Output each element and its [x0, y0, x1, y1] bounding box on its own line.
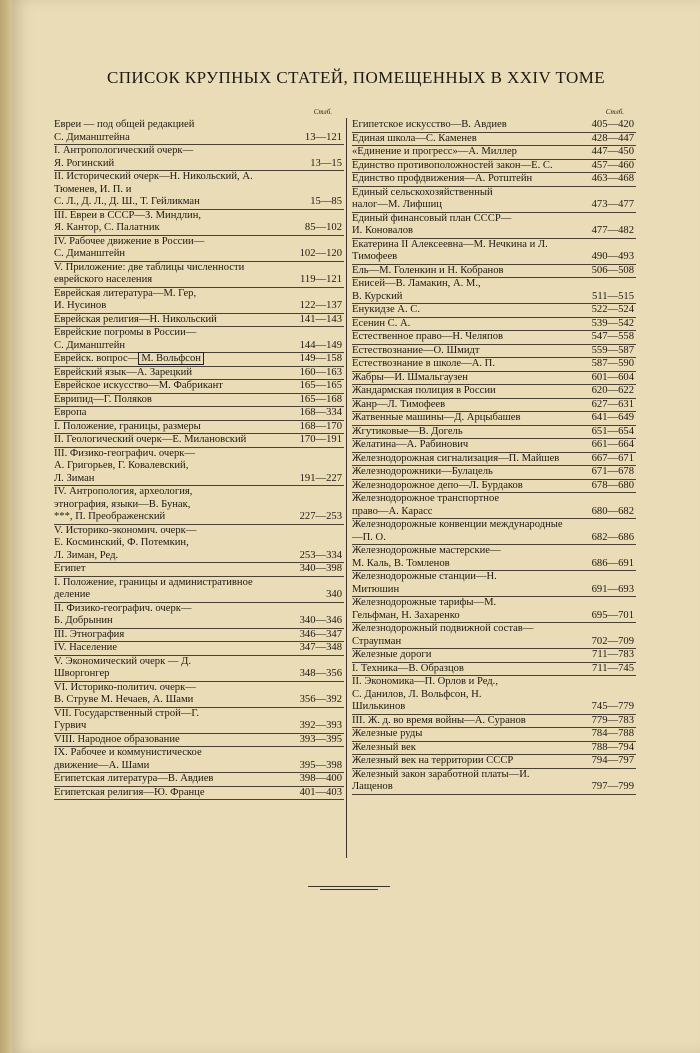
entry-title: Единство профдвижения—А. Ротштейн	[352, 173, 533, 184]
entry-columns: 401—403	[299, 786, 342, 798]
list-item	[352, 439, 636, 453]
entry-title: Египет	[54, 563, 86, 574]
entry-title: II. Исторический очерк—Н. Никольский, А. Тюменев, И. П. и С. Л., Д. Л., Д. Ш., Т. Гейликман	[54, 171, 253, 207]
list-item	[54, 642, 344, 656]
list-item	[352, 133, 636, 147]
entry-title: I. Положение, границы, размеры	[54, 420, 201, 432]
entry-title: Естественное право—Н. Челяпов	[352, 331, 504, 342]
entry-columns: 477—482	[591, 225, 634, 236]
entry-title: Еврейские погромы в России— С. Диманштейн	[54, 327, 197, 351]
entry-columns: 346—347	[299, 628, 342, 640]
list-item	[352, 466, 636, 480]
list-item	[54, 394, 344, 408]
list-item	[54, 434, 344, 448]
entry-columns: 13—121	[304, 131, 342, 143]
entry-title: IX. Рабочее и коммунистическое движение—А. Шами	[54, 747, 202, 771]
entry-title: Египетская религия—Ю. Франце	[54, 786, 205, 798]
list-item	[54, 262, 344, 288]
entry-title: Железный век на территории СССР	[352, 755, 514, 766]
right-column	[352, 107, 636, 795]
entry-title: Железнодорожники—Булацель	[352, 466, 493, 477]
entry-columns: 620—622	[591, 385, 634, 396]
entry-columns: 356—392	[299, 694, 342, 705]
entry-columns: 85—102	[304, 222, 342, 233]
page-title: СПИСОК КРУПНЫХ СТАТЕЙ, ПОМЕЩЕННЫХ В XXIV ТОМЕ	[106, 68, 606, 87]
entry-title: Железнодорожное транспортное право—А. Карасс	[352, 493, 500, 517]
list-item	[54, 367, 344, 381]
entry-columns: 15—85	[310, 196, 342, 207]
entry-columns: 191—227	[299, 472, 342, 484]
list-item	[352, 146, 636, 160]
entry-columns: 788—794	[591, 741, 634, 753]
entry-title: Единый финансовый план СССР— И. Коновалов	[352, 212, 512, 236]
entry-columns: 711—745	[592, 662, 634, 674]
entry-columns: 398—400	[299, 773, 342, 784]
entry-title: Египетская литература—В. Авдиев	[54, 773, 214, 784]
entry-title: Европа	[54, 407, 87, 418]
list-item	[54, 486, 344, 525]
entry-columns: 522—524	[591, 304, 634, 315]
entry-columns: 797—799	[591, 781, 634, 792]
list-item	[54, 603, 344, 629]
entry-columns: 227—253	[299, 511, 342, 522]
entry-title: III. Этнография	[54, 628, 125, 640]
entry-columns: 587—590	[591, 358, 634, 369]
entry-title: Енукидзе А. С.	[352, 304, 420, 315]
list-item	[54, 119, 344, 145]
list-item	[352, 663, 636, 677]
list-item	[352, 519, 636, 545]
entry-title: VII. Государственный строй—Г. Гурвич	[54, 707, 199, 731]
entry-columns: 779—783	[591, 714, 634, 726]
entry-title: Еврейское искусство—М. Фабрикант	[54, 380, 223, 391]
entry-title: I. Техника—В. Образцов	[352, 662, 464, 674]
entry-title: Единство противоположностей закон—Е. С.	[352, 159, 553, 171]
list-item	[352, 304, 636, 318]
list-item	[54, 171, 344, 210]
entry-title: Египетское искусство—В. Авдиев	[352, 119, 507, 130]
column-header: Стлб.	[605, 108, 624, 116]
entry-title: Еврейская литература—М. Гер, И. Нусинов	[54, 287, 197, 311]
list-item	[352, 742, 636, 756]
entry-columns: 691—693	[591, 583, 634, 595]
closing-rule	[308, 886, 390, 887]
entry-columns: 695—701	[591, 609, 634, 621]
entry-title: Жандармская полиция в России	[352, 385, 496, 396]
list-item	[352, 571, 636, 597]
entry-columns: 340—398	[299, 563, 342, 574]
list-item	[352, 493, 636, 519]
entry-columns: 667—671	[591, 452, 634, 464]
entry-columns: 539—542	[591, 317, 634, 329]
entry-columns: 340	[326, 589, 342, 600]
entry-title: I. Положение, границы и административное деление	[54, 576, 253, 600]
entry-columns: 340—346	[299, 615, 342, 626]
list-item	[352, 480, 636, 494]
entry-columns: 627—631	[591, 398, 634, 410]
entry-title: Железный век	[352, 741, 416, 753]
entry-columns: 405—420	[591, 119, 634, 130]
entry-title: Железнодорожное депо—Л. Бурдаков	[352, 479, 523, 491]
list-item	[54, 314, 344, 328]
left-entry-list	[54, 119, 344, 800]
list-item	[352, 187, 636, 213]
entry-title: I. Антропологический очерк— Я. Рогинский	[54, 145, 194, 169]
entry-title: Еврейский язык—А. Зарецкий	[54, 366, 193, 378]
entry-columns: 641—649	[591, 412, 634, 423]
list-item	[352, 358, 636, 372]
entry-title: Естествознание—О. Шмидт	[352, 344, 480, 356]
entry-title: VI. Историко-политич. очерк— В. Струве М. Нечаев, А. Шами	[54, 681, 196, 705]
entry-columns: 686—691	[591, 557, 634, 569]
list-item	[352, 213, 636, 239]
entry-title: Жанр—Л. Тимофеев	[352, 398, 446, 410]
column-header: Стлб.	[313, 108, 332, 116]
entry-title: Железнодорожная сигнализация—П. Майшев	[352, 452, 560, 464]
entry-title: Желатина—А. Рабинович	[352, 439, 469, 450]
entry-columns: 170—191	[299, 434, 342, 445]
right-entry-list	[352, 119, 636, 795]
entry-title: V. Историко-экономич. очерк— Е. Косминский, Ф. Потемкин, Л. Зиман, Ред.	[54, 524, 197, 561]
entry-columns: 473—477	[591, 199, 634, 210]
entry-columns: 490—493	[591, 251, 634, 262]
entry-title: II. Геологический очерк—Е. Милановский	[54, 434, 247, 445]
list-item	[54, 407, 344, 421]
list-item	[352, 623, 636, 649]
list-item	[352, 345, 636, 359]
list-item	[54, 353, 344, 367]
list-item	[352, 728, 636, 742]
entry-columns: 393—395	[299, 733, 342, 745]
entry-title: III. Физико-географич. очерк— А. Григорьев, Г. Ковалевский, Л. Зиман	[54, 447, 196, 484]
list-item	[352, 265, 636, 279]
entry-columns: 347—348	[299, 642, 342, 653]
entry-columns: 144—149	[299, 339, 342, 351]
list-item	[54, 145, 344, 171]
entry-columns: 165—165	[299, 380, 342, 391]
entry-title: II. Физико-географич. очерк— Б. Добрынин	[54, 602, 192, 626]
list-item	[54, 734, 344, 748]
entry-title: III. Ж. д. во время войны—А. Суранов	[352, 714, 526, 726]
entry-columns: 745—779	[591, 701, 634, 712]
entry-columns: 160—163	[299, 366, 342, 378]
list-item	[352, 318, 636, 332]
entry-columns: 601—604	[591, 371, 634, 383]
entry-columns: 671—678	[591, 466, 634, 477]
entry-columns: 711—783	[592, 649, 634, 660]
list-item	[54, 577, 344, 603]
list-item	[54, 629, 344, 643]
entry-columns: 392—393	[299, 720, 342, 731]
list-item	[352, 239, 636, 265]
entry-title: II. Экономика—П. Орлов и Ред., С. Данилов, Л. Вольфсон, Н. Шилькинов	[352, 676, 498, 712]
list-item	[352, 715, 636, 729]
list-item	[54, 448, 344, 487]
entry-title: Енисей—В. Ламакин, А. М., В. Курский	[352, 278, 481, 302]
list-item	[352, 173, 636, 187]
entry-columns: 511—515	[592, 290, 634, 302]
entry-columns: 506—508	[591, 264, 634, 276]
list-item	[352, 755, 636, 769]
entry-title: VIII. Народное образование	[54, 733, 180, 745]
entry-columns: 651—654	[591, 425, 634, 437]
page-binding-edge	[0, 0, 12, 1053]
entry-title: Единый сельскохозяйственный налог—М. Лифшиц	[352, 186, 493, 210]
list-item	[352, 331, 636, 345]
list-item	[54, 421, 344, 435]
list-item	[352, 119, 636, 133]
entry-title: «Единение и прогресс»—А. Миллер	[352, 146, 517, 157]
entry-columns: 678—680	[591, 479, 634, 491]
entry-title: IV. Антропология, археология, этнография, языки—В. Бунак, ***, П. Преображенский	[54, 486, 193, 522]
list-item	[54, 682, 344, 708]
list-item	[54, 288, 344, 314]
entry-title: Железнодорожные мастерские— М. Каль, В. Томленов	[352, 545, 501, 569]
entry-title: Железнодорожные станции—Н. Митюшин	[352, 571, 497, 595]
entry-title: Жгутиковые—В. Догель	[352, 425, 463, 437]
entry-columns: 682—686	[591, 531, 634, 543]
entry-title: Еврейская религия—Н. Никольский	[54, 313, 217, 325]
list-item	[54, 380, 344, 394]
list-item	[352, 769, 636, 795]
entry-title: Жабры—И. Шмальгаузен	[352, 371, 468, 383]
entry-columns: 348—356	[299, 668, 342, 679]
entry-columns: 119—121	[300, 274, 342, 285]
entry-columns: 457—460	[591, 159, 634, 171]
entry-columns: 794—797	[591, 755, 634, 766]
list-item	[54, 236, 344, 262]
list-item	[54, 525, 344, 564]
entry-columns: 149—158	[299, 353, 342, 364]
list-item	[352, 649, 636, 663]
list-item	[352, 399, 636, 413]
entry-title: IV. Население	[54, 642, 118, 653]
entry-title: III. Евреи в СССР—З. Миндлин, Я. Кантор, С. Палатник	[54, 209, 202, 233]
list-item	[352, 412, 636, 426]
list-item	[352, 160, 636, 174]
entry-title: Железнодорожные тарифы—М. Гельфман, Н. Захаренко	[352, 597, 497, 621]
entry-columns: 253—334	[299, 549, 342, 561]
list-item	[54, 708, 344, 734]
entry-title: Железнодорожный подвижной состав—Страупман	[352, 623, 534, 647]
entry-title: Евреи — под общей редакцией С. Диманштейна	[54, 119, 195, 143]
list-item	[352, 385, 636, 399]
list-item	[54, 787, 344, 801]
list-item	[352, 426, 636, 440]
entry-title: Жатвенные машины—Д. Арцыбашев	[352, 412, 521, 423]
list-item	[352, 676, 636, 715]
entry-title: Екатерина II Алексеевна—М. Нечкина и Л. Тимофеев	[352, 238, 548, 262]
left-column	[54, 107, 344, 800]
entry-title: Естествознание в школе—А. П.	[352, 358, 495, 369]
entry-columns: 447—450	[591, 146, 634, 157]
entry-columns: 547—558	[591, 331, 634, 342]
list-item	[352, 278, 636, 304]
entry-columns: 463—468	[591, 173, 634, 184]
entry-title: Железный закон заработной платы—И. Лащенов	[352, 768, 530, 792]
entry-title: Железные руды	[352, 728, 423, 739]
closing-rule-short	[320, 889, 378, 890]
entry-columns: 680—682	[591, 505, 634, 517]
entry-title: Еврейск. вопрос— М. Вольфсон	[54, 353, 278, 366]
column-divider	[346, 118, 347, 858]
entry-columns: 168—334	[299, 407, 342, 418]
list-item	[352, 545, 636, 571]
entry-title: V. Экономический очерк — Д. Шворгонгер	[54, 655, 192, 679]
entry-title: Еврипид—Г. Поляков	[54, 393, 152, 405]
list-item	[352, 453, 636, 467]
list-item	[54, 327, 344, 353]
entry-title: Ель—М. Голенкин и Н. Кобранов	[352, 264, 504, 276]
list-item	[54, 656, 344, 682]
list-item	[54, 210, 344, 236]
entry-columns: 102—120	[299, 248, 342, 259]
entry-columns: 168—170	[299, 420, 342, 432]
entry-columns: 395—398	[299, 759, 342, 771]
list-item	[352, 372, 636, 386]
entry-columns: 428—447	[591, 132, 634, 144]
entry-title: Железные дороги	[352, 649, 432, 660]
list-item	[54, 773, 344, 787]
list-item	[352, 597, 636, 623]
entry-columns: 702—709	[591, 635, 634, 647]
entry-columns: 122—137	[299, 300, 342, 311]
entry-title: V. Приложение: две таблицы численности еврейского населения	[54, 261, 245, 285]
entry-columns: 784—788	[591, 728, 634, 739]
boxed-author: М. Вольфсон	[138, 352, 204, 365]
entry-title: Есенин С. А.	[352, 317, 411, 329]
entry-title: Железнодорожные конвенции международные—П. О.	[352, 519, 563, 543]
entry-columns: 13—15	[310, 157, 342, 169]
entry-title: Единая школа—С. Каменев	[352, 132, 477, 144]
entry-columns: 141—143	[299, 313, 342, 325]
list-item	[54, 563, 344, 577]
list-item	[54, 747, 344, 773]
entry-columns: 661—664	[591, 439, 634, 450]
entry-columns: 559—587	[591, 344, 634, 356]
entry-title: IV. Рабочее движение в России— С. Диманштейн	[54, 235, 205, 259]
entry-columns: 165—168	[299, 393, 342, 405]
